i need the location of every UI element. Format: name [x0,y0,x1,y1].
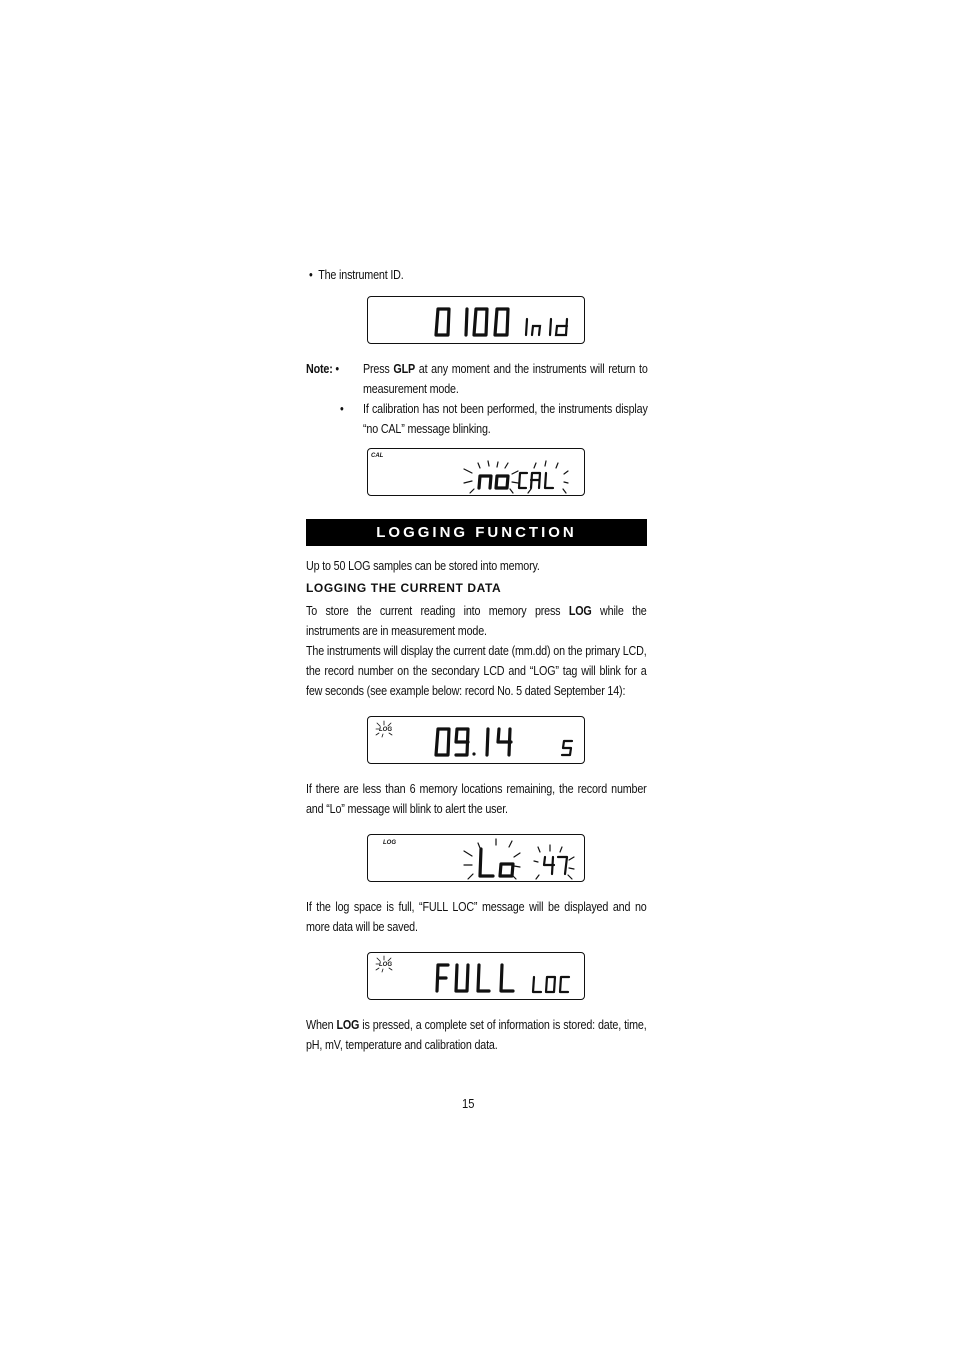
lcd-date-record [367,716,585,764]
secondary-chars [533,977,569,992]
intro-text: Up to 50 LOG samples can be stored into memory. [306,559,540,573]
paragraph-5 [306,1015,647,1055]
log-tag-blinking [376,956,392,972]
lcd-lo-digits [368,835,586,883]
note-item-2: If calibration has not been performed, the instruments display “no CAL” message blinking. [363,402,648,436]
log-key: LOG [568,604,592,618]
log-key: LOG [336,1018,360,1032]
lcd-full-log [367,952,585,1000]
para1-pre: To store the current reading into memory press [306,604,569,618]
secondary-chars [526,319,567,335]
note-bullet-2: • [340,402,344,416]
bullet-text: The instrument ID. [318,268,404,282]
lcd-date-digits [368,717,586,765]
paragraph-3: If there are less than 6 memory locations remaining, the record number and “Lo” message will blink to alert the user. [306,782,647,816]
para5-pre: When [306,1018,337,1032]
cal-tag: CAL [371,453,384,459]
secondary-digits [544,857,567,874]
bullet-dot: • [309,268,319,282]
log-tag-blinking [376,721,392,737]
para5-post: is pressed, a complete set of information is stored: date, time, pH, mV, temperature and calibration data. [306,1018,647,1052]
note-item1-post: at any moment and the instruments will return to measurement mode. [363,362,648,396]
primary-chars [437,965,513,991]
note-label: Note: • [306,362,340,376]
log-tag: LOG [383,840,396,846]
lcd-id-digits [368,297,586,345]
paragraph-4: If the log space is full, “FULL LOC” message will be displayed and no more data will be saved. [306,900,647,934]
primary-chars [479,476,508,488]
primary-digits [436,729,511,756]
section-header: LOGGING FUNCTION [306,519,647,546]
page-number: 15 [462,1096,475,1111]
para1-post: while the instruments are in measurement mode. [306,604,647,638]
lcd-nocal-digits [368,449,586,497]
log-tag: LOG [379,962,392,968]
lcd-no-cal [367,448,585,496]
secondary-digits [562,741,572,755]
lcd-low-memory [367,834,585,882]
subheading: LOGGING THE CURRENT DATA [306,581,502,595]
bullet-item [309,265,404,285]
primary-chars [480,849,513,876]
secondary-chars [519,473,553,488]
note-label-text: Note: [306,362,333,376]
paragraph-2: The instruments will display the current date (mm.dd) on the primary LCD, the record number on the secondary LCD and “LOG” tag will blink for a few seconds (see example below: record No. 5 dated September 14): [306,644,647,698]
primary-digits [436,309,508,335]
note-item-1 [363,359,648,399]
paragraph-1 [306,601,647,641]
note-item1-pre: Press [363,362,394,376]
lcd-instrument-id [367,296,585,344]
glp-key: GLP [393,362,415,376]
lcd-full-digits [368,953,586,1001]
log-tag: LOG [379,727,392,733]
